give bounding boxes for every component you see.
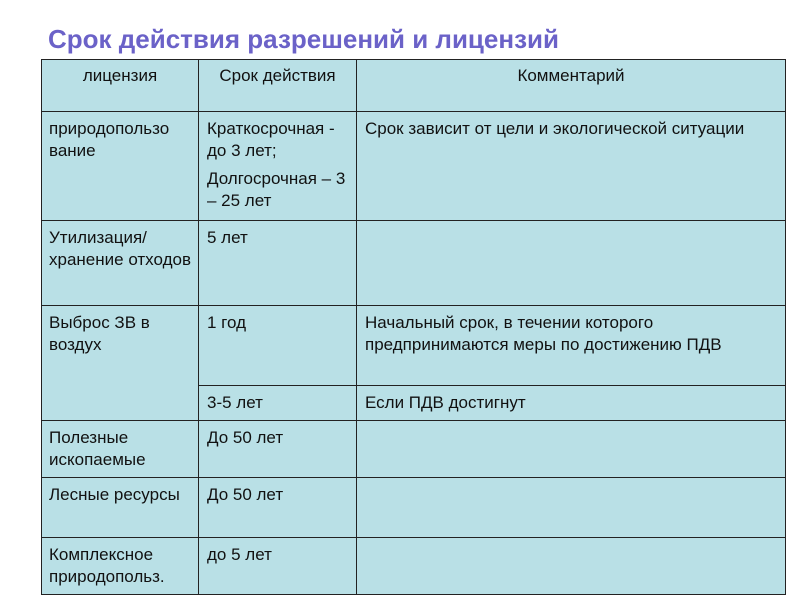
cell-comment xyxy=(357,478,786,538)
license-table xyxy=(41,59,786,595)
cell-comment: Начальный срок, в течении которого предпринимаются меры по достижению ПДВ xyxy=(357,306,786,386)
cell-term: До 50 лет xyxy=(199,478,357,538)
cell-term: 3-5 лет xyxy=(199,386,357,421)
cell-comment xyxy=(357,421,786,478)
cell-license: Лесные ресурсы xyxy=(42,478,199,538)
table-row xyxy=(42,112,786,221)
table-row xyxy=(42,306,786,386)
term-short: Краткосрочная - до 3 лет; xyxy=(207,119,335,160)
cell-term: 5 лет xyxy=(199,221,357,306)
table-row xyxy=(42,478,786,538)
cell-comment xyxy=(357,538,786,595)
table-header-row xyxy=(42,60,786,112)
cell-term xyxy=(199,112,357,221)
cell-license: Полезные ископаемые xyxy=(42,421,199,478)
cell-license: Утилизация/ хранение отходов xyxy=(42,221,199,306)
cell-license: Выброс ЗВ в воздух xyxy=(42,306,199,421)
term-long: Долгосрочная – 3 – 25 лет xyxy=(207,169,346,210)
page-title: Срок действия разрешений и лицензий xyxy=(48,24,559,54)
table-row xyxy=(42,538,786,595)
header-comment: Комментарий xyxy=(357,60,786,112)
cell-comment xyxy=(357,221,786,306)
cell-comment: Если ПДВ достигнут xyxy=(357,386,786,421)
table-row xyxy=(42,421,786,478)
table-row xyxy=(42,221,786,306)
cell-term: До 50 лет xyxy=(199,421,357,478)
cell-license: Комплексное природопольз. xyxy=(42,538,199,595)
cell-term: 1 год xyxy=(199,306,357,386)
header-term: Срок действия xyxy=(199,60,357,112)
cell-term: до 5 лет xyxy=(199,538,357,595)
cell-comment: Срок зависит от цели и экологической ситуации xyxy=(357,112,786,221)
header-license: лицензия xyxy=(42,60,199,112)
cell-license: природопользо вание xyxy=(42,112,199,221)
